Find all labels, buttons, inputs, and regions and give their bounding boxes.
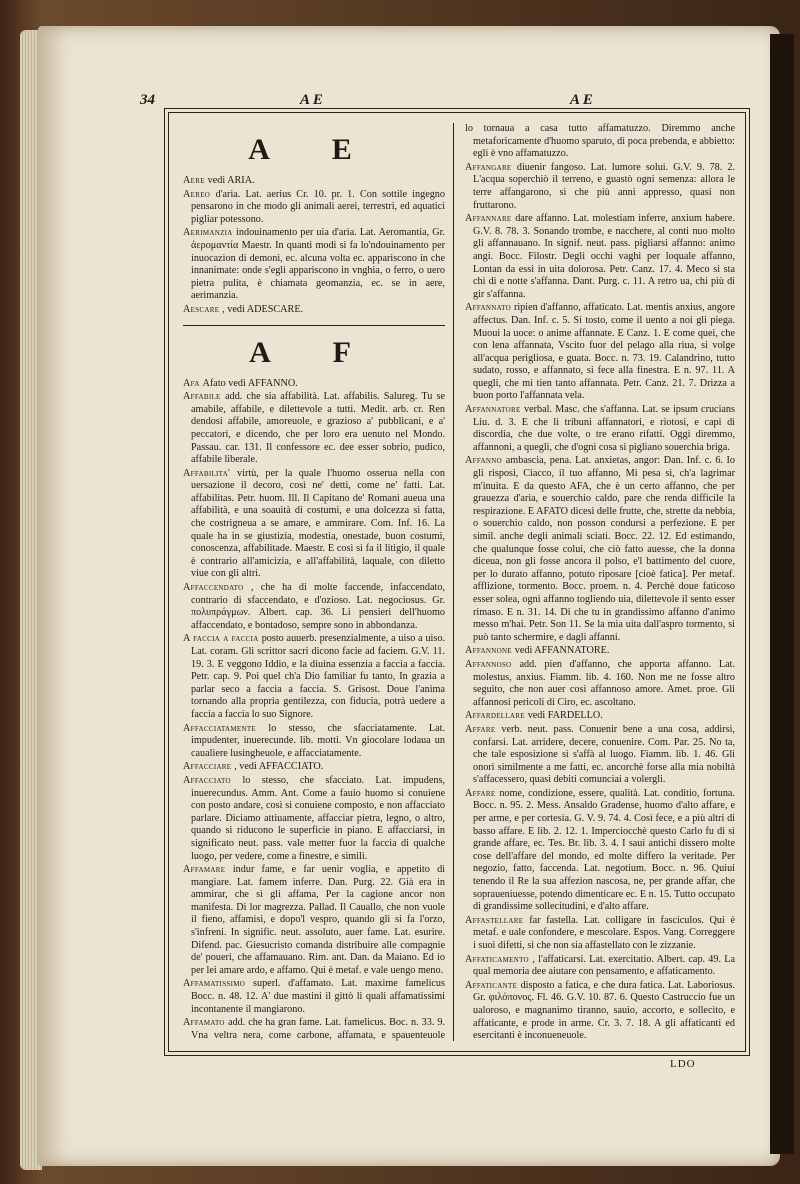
entry-headword: Aescare	[183, 303, 223, 315]
entry-text: lo tornaua a casa tutto affamatuzzo. Diremmo anche metaforicamente d'huomo sparuto, di poca prebenda, e abbietto: egli è vno affamatuzzo.	[465, 123, 735, 160]
entry-headword: Affare	[465, 723, 502, 735]
entry-text: posto auuerb. presenzialmente, a uiso a uiso. Lat. coram. Gli scrittor sacri dicono facie ad faciem. G.V. 11. 19. 3. E veggono Iddio, e la diuina essenzia a faccia a faccia. Petr. cap. 9. Poi quel ch'a Dio familiar fu tanto, In grazia a parlar seco a faccia a faccia. S. Grisost. Doue l'anima tornando alla propria gentilezza, con fiducia, potrà uedere a faccia a faccia lo suo Signore.	[191, 633, 445, 720]
dictionary-entry	[465, 645, 735, 658]
entries-ae	[183, 175, 445, 317]
dictionary-entry	[183, 1017, 445, 1043]
entry-text: indouinamento per uia d'aria. Lat. Aeromantia, Gr. ἀερομαντία Maestr. In quanti modi si fa lo'ndouinamento per inuocazion di demoni, ec. alcuna volta ec. appariscono in che innanimate: onde s'egli appariscono in vnghia, o ferro, o uero pietra pulita, è chiamata geomanzia, ec. se in aere, aerimanzia.	[191, 227, 445, 302]
entry-text: ambascia, pena. Lat. anxietas, angor: Dan. Inf. c. 6. Io gli risposi, Ciacco, il tuo affanno, Mi pesa sì, ch'a lagrimar m'inuita. E da questo AFA, che è un certo affanno, che per grauezza d'aria, e souerchio caldo, pare che renda difficile la respirazione. E AFATO dicesi delle frutte, che, strette da nebbia, o souerchio caldo, non posson condursi a perfezione. E per simil. anche degli animali sciati. Bocc. 22. 12. Ed estimando, che qualunque fosse colui, che ciò fatto auesse, che la donna diceua, non gli fosse ancora il polso, e'l battimento del cuore, per lo durato affanno, potuto riposare [cioè fatica]. Per metaf. afflizione, tormento. Bocc. proem. n. 4. Perchè doue faticoso esser solea, ogni affanno togliendo uia, dilettevole il sento esser rimaso. E n. 31. 14. Di che tu in grandissimo affanno d'animo messo m'hai. Petr. Son 11. Se la mia uita dall'aspro tormento, si può tanto schermire, e dagli affanni.	[473, 455, 735, 643]
entry-headword: Affannone	[465, 645, 515, 657]
dictionary-entry	[183, 761, 445, 774]
dictionary-entry	[465, 213, 735, 301]
entry-headword: Aere	[183, 175, 208, 186]
entry-headword: Affacciatamente	[183, 722, 269, 734]
entry-text: indur fame, e far uenir voglia, e appetito di mangiare. Lat. famem inferre. Dan. Purg. 22. Già era in ammirar, che sì gli affama, Per la cagione ancor non manifesta. Di lor magrezza. Pallad. Il Cauallo, che non vuole il fieno, affamisi, e dopo'l vespro, quando gli si fa l'orzo, s'infreni. In signific. neut. assoluto, auer fame. Lat. esurire. Difend. pac. Giesucristo comanda distribuire alle compagnie de' poueri, che affamauano. Rim. ant. Dan. da Maiano. Ed io per lei amare ardo, e affamo. Qui è metaf. e vale uengo meno.	[191, 864, 445, 976]
catchword: LDO	[670, 1058, 696, 1070]
dictionary-entry	[465, 302, 735, 403]
entry-headword: Afa	[183, 377, 203, 389]
entry-text: diuenir fangoso. Lat. lumore solui. G.V. 9. 78. 2. L'acqua soperchiò il terreno, e guastò ogni semenza: allora le terre affangarono, sì che più anni appresso, quasi non fruttarono.	[473, 161, 735, 211]
binding-shadow	[770, 34, 794, 1154]
dictionary-entry	[183, 633, 445, 721]
entry-headword: Aerimanzia	[183, 227, 237, 239]
dictionary-entry	[465, 915, 735, 953]
column-divider	[453, 123, 454, 1041]
entry-headword: Affannato	[465, 302, 514, 314]
dictionary-entry	[183, 775, 445, 863]
entry-text: dare affanno. Lat. molestiam inferre, anxium habere. G.V. 8. 78. 3. Sonando trombe, e nacchere, al conti nuo molto gli affannauano. In signif. neut. pass. pigliarsi affanno: animo angi. Bocc. Filostr. Degli occhi vaghi per loquale affanno, Lontan da essi in uita dolorosa. Petr. Canz. 17. 4. Meco si sta chi di e notte s'affanna. Dant. Purg. c. 11. A retro ua, chi più di gir s'affanna.	[473, 213, 735, 300]
entry-headword: Affamato	[183, 1017, 229, 1029]
entry-headword: Affannare	[465, 213, 516, 225]
dictionary-entry	[465, 455, 735, 644]
entry-text: far fastella. Lat. colligare in fasciculos. Qui è metaf. e uale confondere, e mescolare. Espos. Vang. Correggere i suoi difetti, sì che non sia affastellato con le zizzanie.	[473, 914, 735, 951]
entry-text: verbal. Masc. che s'affanna. Lat. se ipsum crucians Liu. d. 3. E che li tribuni affannatori, e riotosi, e capi di discordia, che due volte, o tre erano rifatti. Oggi diremmo, affannoni, a quegli, che d'ogni cosa si pigliano souerchia briga.	[473, 404, 735, 453]
entry-headword: Affabile	[183, 391, 226, 403]
entry-headword: Affanno	[465, 455, 506, 467]
entry-text: nome, condizione, essere, qualità. Lat. conditio, fortuna. Bocc. n. 95. 2. Mess. Ansaldo Gradense, huomo d'alto affare, e per arme, e per cortesia. G. V. 9. 74. 4. Così fece, e a più altri di basso affare. E lib. 2. 12. 1. Imperciocchè questo Carlo fu di sì grande affare, ec. Tes. Br. lib. 3. 4. I sauì antichi dissero molte cose dell'affare del mondo, ed molte differo la veritade. Per negozio, fatto, faccenda. Lat. negotium. Bocc. n. 96. Quiui tenendo il Re la sua affezion nascosa, ne, per grande affar, che sopraueniuesse, potendo dimenticare ec. E n. 15. Tutto occupato di grandissime sollecitudini, e d'alto affare.	[473, 787, 735, 913]
entry-headword: Affaticante	[465, 979, 521, 991]
dictionary-entry	[465, 404, 735, 454]
dictionary-entry	[183, 378, 445, 391]
entry-text: , vedi AFFACCIATO.	[234, 761, 324, 773]
entries-right	[465, 123, 735, 1043]
running-head-left: A E	[300, 92, 323, 108]
entry-text: lo stesso, che sfacciato. Lat. impudens, inuerecundus. Amm. Ant. Come a fauio huomo si conuiene con posto andare, così si conuiene composto, e non affacciato parlare. Diciamo attiuamente, affacciar pietra, legno, o altro, quando si riducono le superficie in piano. E affacciarsi, in significato neut. pass. vale metter fuor la faccia di qualche luogo, per vedere, come a finestre, e simili.	[191, 774, 445, 862]
dictionary-entry	[183, 189, 445, 227]
entry-headword: Affabilita'	[183, 467, 238, 479]
entry-headword: A faccia a faccia	[183, 633, 262, 645]
entry-headword: Affare	[465, 787, 500, 799]
entry-headword: Affaccendato	[183, 582, 251, 594]
entry-headword: Affaticamento	[465, 953, 533, 965]
left-column	[183, 123, 445, 1043]
right-column	[465, 123, 735, 1043]
entries-af	[183, 378, 445, 1043]
dictionary-entry	[183, 723, 445, 761]
entry-text: virtù, per la quale l'huomo osserua nella con uersazione il decoro, così ne' detti, come ne' fatti. Lat. affabilitas. Petr. huom. Ill. Il Capitano de' Romani aueua una affabilità, e una soauità di costumi, e una dolcezza sì fatta, che costrigneua a se amare, e ammirare. Com. Inf. 16. La quale ha in se giustizia, modestia, onestade, buon costumi, conoscenza, affabilitade. Maestr. E così si fa il litigio, il quale è contrario all'amicizia, e all'affabilità, laquale, con diletto viue con gli altri.	[191, 467, 445, 580]
entry-text: , l'affaticarsi. Lat. exercitatio. Albert. cap. 49. La qual memoria dee aiutare con pensamento, e affaticamento.	[473, 953, 735, 978]
entry-text: vedi FARDELLO.	[527, 710, 603, 722]
dictionary-entry	[183, 304, 445, 317]
entry-text: vedi ARIA.	[207, 175, 255, 186]
entry-headword: Aereo	[183, 188, 216, 200]
entry-text: ripien d'affanno, affaticato. Lat. mentis anxius, angore affectus. Dan. Inf. c. 5. Sì tosto, come il uento a noi gli piega. Muoui la uoce: o anime affannate. E Canz. 1. E come quei, che con lena affannata, Vscito fuor del pelago alla riua, si volge all'acqua perigliosa, e guata. Bocc. n. 73. 19. Calandrino, tutto sudato, rosso, e affannato, si fece alla finestra. E n. 97. 11. A quegli, che mi tien tanto affannata. Petr. Canz. 21. 7. Drizza a buon porto l'affannata vela.	[473, 302, 735, 402]
entry-text: lo stesso, che sfacciatamente. Lat. impudenter, inuerecunde. lib. motti. Vn giocolare lodaua un caualiere lusingheuole, e affacciatamente.	[191, 722, 445, 759]
dictionary-entry	[183, 227, 445, 303]
section-rule	[183, 325, 445, 326]
dictionary-entry	[465, 659, 735, 709]
entry-text: , che ha di molte faccende, infaccendato, contrario di sfaccendato, e d'ozioso. Lat. negociosus. Gr. πολυπράγμων. Albert. cap. 36. Li pensieri dell'huomo affaccendato, e bontadoso, sempre sono in abbondanza.	[191, 582, 445, 631]
entry-text: add. pien d'affanno, che apporta affanno. Lat. molestus, anxius. Fiamm. lib. 4. 160. Non me ne fosse altro seguito, che non auer così affannoso amore. Amet. proe. Gli affannosi pericoli di Ciro, ec. ascoltano.	[473, 658, 735, 708]
entry-headword: Affamare	[183, 864, 233, 876]
dictionary-entry	[465, 788, 735, 914]
entry-headword: Affastellare	[465, 914, 530, 926]
entry-text: d'aria. Lat. aerius Cr. 10. pr. 1. Con sottile ingegno pensarono in che modo gli animali aerei, terrestri, ed aquatici pigliar potessono.	[191, 188, 445, 225]
page-number: 34	[140, 92, 155, 108]
entry-text: , vedi ADESCARE.	[222, 303, 304, 315]
running-head-right: A E	[570, 92, 593, 108]
entry-headword: Affannoso	[465, 658, 520, 670]
section-title-af: A F	[249, 335, 379, 369]
dictionary-entry	[465, 954, 735, 979]
entry-text: add. che ha gran fame. Lat. famelicus. Boc. n. 33. 9. Vna veltra nera, come carbone, affamata, e spauenteuole	[191, 1017, 445, 1041]
dictionary-entry	[465, 123, 735, 161]
dictionary-entry	[183, 582, 445, 632]
entry-text: disposto a fatica, e che dura fatica. Lat. Laboriosus. Gr. φιλόπονος. Fl. 46. G.V. 10. 87. 6. Questo Castruccio fue un ualoroso, e magnanimo tiranno, sauio, accorto, e sollecito, e affaticante, e prode in arme. Cr. 3. 7. 18. A gli affaticanti ed esercitanti è inconueneuole.	[473, 979, 735, 1042]
entry-text: superl. d'affamato. Lat. maxime famelicus Bocc. n. 48. 12. A' due mastini il gittò li quali affamatissimi incontanente il mangiarono.	[191, 978, 445, 1015]
entry-text: vedi AFFANNATORE.	[514, 645, 610, 657]
entry-headword: Affacciato	[183, 774, 243, 786]
dictionary-entry	[183, 175, 445, 188]
dictionary-entry	[183, 468, 445, 581]
entry-headword: Affacciare	[183, 761, 235, 773]
text-frame	[168, 112, 746, 1052]
entry-headword: Affamatissimo	[183, 978, 254, 990]
entry-headword: Affannatore	[465, 404, 524, 416]
entry-text: add. che sia affabilità. Lat. affabilis. Salureg. Tu se amabile, affabile, e dilettevole a tutti. Medit. arb. cr. Ren dendosi affabile, amoreuole, e grazioso a' pubblicani, e a' peccatori, e dicendo, che per loro era uenuto nel Mondo. Passau. car. 131. Il confessore ec. dee esser sobrio, pudico, affabile liberale.	[191, 391, 445, 466]
entry-headword: Affangare	[465, 161, 517, 173]
entry-text: verb. neut. pass. Conuenir bene a una cosa, addirsi, confarsi. Lat. arridere, decere, conuenire. Com. Par. 25. No ta, che tale esposizione si s'affà al luogo. Fiamm. lib. 1. 46. Gli onori similmente a me fatti, ec. ancorchè forse alla mia nobiltà s'affacessero, quasi debiti comunciai a volergli.	[473, 723, 735, 786]
entry-headword: Affardellare	[465, 710, 528, 722]
dictionary-entry	[465, 162, 735, 212]
dictionary-entry	[183, 391, 445, 467]
dictionary-entry	[465, 980, 735, 1043]
dictionary-entry	[465, 710, 735, 723]
dictionary-entry	[465, 724, 735, 787]
running-header	[140, 92, 740, 114]
dictionary-entry	[183, 864, 445, 977]
section-title-ae: A E	[248, 133, 380, 166]
dictionary-entry	[183, 978, 445, 1016]
entry-text: Afato vedi AFFANNO.	[202, 377, 298, 389]
